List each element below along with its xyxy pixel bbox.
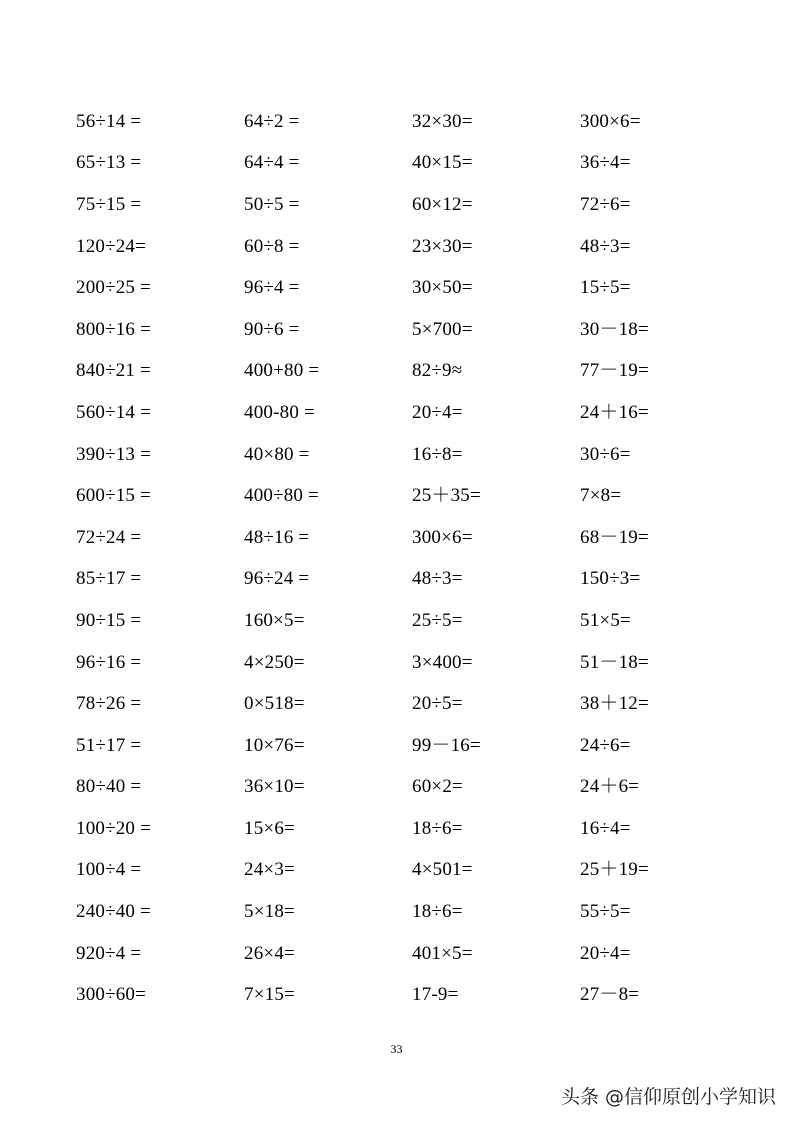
exercise-item: 32×30=	[412, 110, 473, 132]
exercise-item: 26×4=	[244, 942, 295, 964]
exercise-item: 27－8=	[580, 984, 640, 1006]
exercise-item: 48÷3=	[412, 568, 463, 590]
exercise-item: 55÷5=	[580, 901, 631, 923]
exercise-item: 7×8=	[580, 485, 622, 507]
exercise-item: 36×10=	[244, 776, 305, 798]
exercise-item: 40×80 =	[244, 443, 310, 465]
exercise-item: 24×3=	[244, 859, 295, 881]
exercise-item: 60×2=	[412, 776, 463, 798]
exercise-item: 72÷6=	[580, 193, 631, 215]
exercise-item: 60÷8 =	[244, 235, 300, 257]
exercise-item: 20÷4=	[580, 942, 631, 964]
exercise-item: 99－16=	[412, 734, 481, 756]
exercise-item: 160×5=	[244, 609, 305, 631]
exercise-item: 400+80 =	[244, 360, 320, 382]
watermark: 头条 @信仰原创小学知识	[560, 1086, 776, 1108]
exercise-item: 401×5=	[412, 942, 473, 964]
exercise-item: 560÷14 =	[76, 401, 151, 423]
exercise-item: 30÷6=	[580, 443, 631, 465]
exercise-item: 40×15=	[412, 152, 473, 174]
exercise-item: 7×15=	[244, 984, 295, 1006]
exercise-item: 16÷4=	[580, 817, 631, 839]
exercise-item: 25＋19=	[580, 859, 649, 881]
exercise-item: 920÷4 =	[76, 942, 142, 964]
exercise-item: 82÷9≈	[412, 360, 463, 382]
exercise-item: 20÷5=	[412, 693, 463, 715]
exercise-item: 51×5=	[580, 609, 631, 631]
exercise-item: 800÷16 =	[76, 318, 151, 340]
exercise-item: 90÷6 =	[244, 318, 300, 340]
exercise-item: 96÷16 =	[76, 651, 142, 673]
exercise-item: 75÷15 =	[76, 193, 142, 215]
exercise-item: 30－18=	[580, 318, 649, 340]
exercise-item: 300×6=	[580, 110, 641, 132]
exercise-item: 0×518=	[244, 693, 305, 715]
exercise-item: 36÷4=	[580, 152, 631, 174]
exercise-item: 48÷16 =	[244, 526, 310, 548]
page-number: 33	[390, 1042, 403, 1056]
exercise-item: 38＋12=	[580, 693, 649, 715]
exercise-item: 30×50=	[412, 277, 473, 299]
exercise-item: 24＋6=	[580, 776, 640, 798]
exercise-grid	[76, 101, 756, 1016]
exercise-item: 240÷40 =	[76, 901, 151, 923]
exercise-item: 56÷14 =	[76, 110, 142, 132]
exercise-item: 390÷13 =	[76, 443, 151, 465]
exercise-item: 24÷6=	[580, 734, 631, 756]
exercise-item: 23×30=	[412, 235, 473, 257]
exercise-item: 50÷5 =	[244, 193, 300, 215]
exercise-item: 85÷17 =	[76, 568, 142, 590]
exercise-item: 48÷3=	[580, 235, 631, 257]
exercise-item: 5×18=	[244, 901, 295, 923]
exercise-item: 20÷4=	[412, 401, 463, 423]
exercise-item: 18÷6=	[412, 901, 463, 923]
exercise-item: 16÷8=	[412, 443, 463, 465]
exercise-item: 64÷4 =	[244, 152, 300, 174]
exercise-item: 15×6=	[244, 817, 295, 839]
exercise-item: 400÷80 =	[244, 485, 319, 507]
exercise-item: 18÷6=	[412, 817, 463, 839]
exercise-item: 150÷3=	[580, 568, 641, 590]
exercise-item: 300÷60=	[76, 984, 147, 1006]
exercise-item: 60×12=	[412, 193, 473, 215]
exercise-item: 51÷17 =	[76, 734, 142, 756]
exercise-item: 17-9=	[412, 984, 459, 1006]
exercise-item: 10×76=	[244, 734, 305, 756]
exercise-item: 5×700=	[412, 318, 473, 340]
exercise-item: 840÷21 =	[76, 360, 151, 382]
exercise-item: 400-80 =	[244, 401, 315, 423]
exercise-item: 78÷26 =	[76, 693, 142, 715]
exercise-item: 4×250=	[244, 651, 305, 673]
exercise-item: 65÷13 =	[76, 152, 142, 174]
exercise-item: 25＋35=	[412, 485, 481, 507]
exercise-item: 300×6=	[412, 526, 473, 548]
exercise-item: 3×400=	[412, 651, 473, 673]
exercise-item: 24＋16=	[580, 401, 649, 423]
exercise-item: 80÷40 =	[76, 776, 142, 798]
exercise-item: 68－19=	[580, 526, 649, 548]
exercise-item: 77－19=	[580, 360, 649, 382]
exercise-item: 51－18=	[580, 651, 649, 673]
exercise-item: 4×501=	[412, 859, 473, 881]
exercise-item: 90÷15 =	[76, 609, 142, 631]
exercise-item: 96÷4 =	[244, 277, 300, 299]
exercise-item: 25÷5=	[412, 609, 463, 631]
exercise-item: 100÷20 =	[76, 817, 151, 839]
exercise-item: 64÷2 =	[244, 110, 300, 132]
exercise-item: 96÷24 =	[244, 568, 310, 590]
exercise-item: 200÷25 =	[76, 277, 151, 299]
exercise-item: 72÷24 =	[76, 526, 142, 548]
exercise-item: 100÷4 =	[76, 859, 142, 881]
exercise-item: 15÷5=	[580, 277, 631, 299]
exercise-item: 120÷24=	[76, 235, 147, 257]
exercise-item: 600÷15 =	[76, 485, 151, 507]
